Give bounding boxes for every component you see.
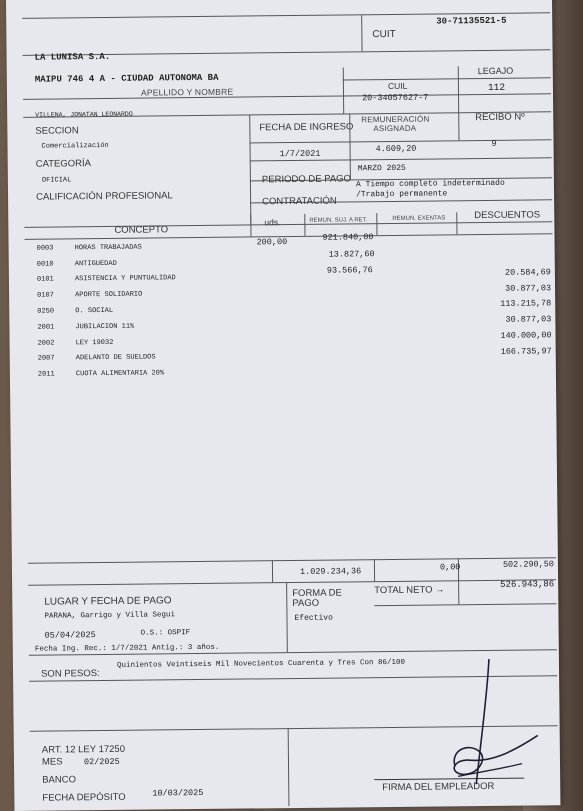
periodo-value: MARZO 2025 [357,163,406,174]
row-code: 0003 [36,244,54,253]
remuneracion-label-2: ASIGNADA [373,123,417,134]
contratacion-label: CONTRATACIÓN [262,195,337,208]
row-code: 2001 [37,323,55,332]
col-remun-exentas: REMUN. EXENTAS [392,215,446,222]
fecha-pago-value: 05/04/2025 [44,630,96,641]
row-concept: HORAS TRABAJADAS [74,243,142,253]
fecha-ingreso-value: 1/7/2021 [279,148,321,160]
payslip-paper [6,0,560,811]
row-remun: 921.840,00 [322,232,374,243]
legajo-value: 112 [487,81,506,93]
col-uds: uds. [264,217,281,228]
periodo-label: PERIODO DE PAGO [261,173,351,186]
fecha-deposito-label: FECHA DEPÓSITO [42,791,126,804]
name-label: APELLIDO Y NOMBRE [140,86,234,98]
forma-pago-label-1: FORMA DE [292,587,342,600]
row-concept: O. SOCIAL [75,306,114,316]
employer-signature [409,653,560,790]
row-code: 0101 [36,275,54,284]
son-pesos-label: SON PESOS: [41,668,100,680]
col-concepto: CONCEPTO [114,224,169,236]
lugar-value: PARANA, Garrigo y Villa Segui [44,611,176,621]
forma-pago-label-2: PAGO [292,597,320,610]
total-remun: 1.029.234,36 [299,566,362,577]
row-code: 0250 [37,307,55,316]
employee-name: VILLENA, JONATAN LEONARDO [35,110,133,119]
fecha-ingreso-antiguedad: Fecha Ing. Rec.: 1/7/2021 Antig.: 3 años. [34,643,220,654]
seccion-label: SECCION [35,125,79,137]
fecha-deposito-value: 10/03/2025 [152,787,204,799]
art-ley: ART. 12 LEY 17250 [41,743,126,756]
total-neto-value: 526.943,86 [500,579,555,590]
row-desc: 20.584,69 [504,267,551,278]
recibo-value: 9 [491,138,497,149]
row-concept: ASISTENCIA Y PUNTUALIDAD [74,274,176,284]
row-uds: 200,00 [256,237,288,248]
row-desc: 30.877,03 [505,283,552,294]
row-desc: 113.215,78 [500,298,552,309]
row-desc: 30.877,03 [505,314,552,325]
obra-social-value: O.S.: OSPIF [140,629,191,638]
row-concept: ANTIGUEDAD [74,259,117,269]
payslip-form [22,12,558,808]
cuil-value: 20-34057627-7 [361,92,429,104]
lugar-fecha-label: LUGAR Y FECHA DE PAGO [44,595,172,608]
row-desc: 140.000,00 [500,330,552,341]
row-concept: APORTE SOLIDARIO [75,290,143,300]
row-code: 0010 [36,260,54,269]
cuit-label: CUIT [372,28,396,41]
row-remun: 13.827,60 [328,249,375,260]
row-concept: LEY 19032 [75,338,114,348]
mes-value: 02/2025 [83,756,120,768]
son-pesos-value: Quinientos Veintiseis Mil Novecientos Cuarenta y Tres Con 86/100 [116,658,406,670]
contratacion-line-1: A Tiempo completo indeterminado [355,178,505,190]
row-concept: CUOTA ALIMENTARIA 20% [75,369,165,379]
cuit-value: 30-71135521-5 [436,15,507,27]
categoria-value: OFICIAL [41,176,72,185]
row-concept: ADELANTO DE SUELDOS [75,353,156,363]
remuneracion-label-1: REMUNERACIÓN [361,114,430,125]
remuneracion-value: 4.609,20 [375,143,417,155]
firma-empleador-label: FIRMA DEL EMPLEADOR [382,780,495,794]
row-code: 2007 [37,354,55,363]
row-remun: 93.566,76 [326,265,373,276]
cuil-label: CUIL [387,80,408,92]
contratacion-line-2: /Trabajo permanente [356,189,448,200]
categoria-label: CATEGORÍA [35,158,92,170]
row-code: 0107 [37,291,54,300]
total-neto-label: TOTAL NETO → [374,584,445,597]
seccion-value: Comercialización [41,141,109,151]
row-code: 2011 [37,370,55,379]
total-descuentos: 502.290,50 [502,559,554,570]
calificacion-label: CALIFICACIÓN PROFESIONAL [36,190,173,203]
forma-pago-value: Efectivo [294,613,333,624]
banco-label: BANCO [42,774,77,786]
row-desc: 166.735,97 [500,346,552,357]
col-remun-ret: REMUN. SUJ. A RET. [309,217,368,224]
row-code: 2002 [37,339,55,348]
row-concept: JUBILACION 11% [75,322,135,332]
employer-name: LA LUNISA S.A. [34,51,111,63]
fecha-ingreso-label: FECHA DE INGRESO [259,121,354,134]
col-descuentos: DESCUENTOS [474,209,541,222]
employer-address: MAIPU 746 4 A - CIUDAD AUTONOMA BA [34,72,219,85]
legajo-label: LEGAJO [477,65,514,77]
mes-label: MES [41,756,63,768]
recibo-label: RECIBO Nº [475,111,525,124]
total-exentas: 0,00 [439,562,461,573]
